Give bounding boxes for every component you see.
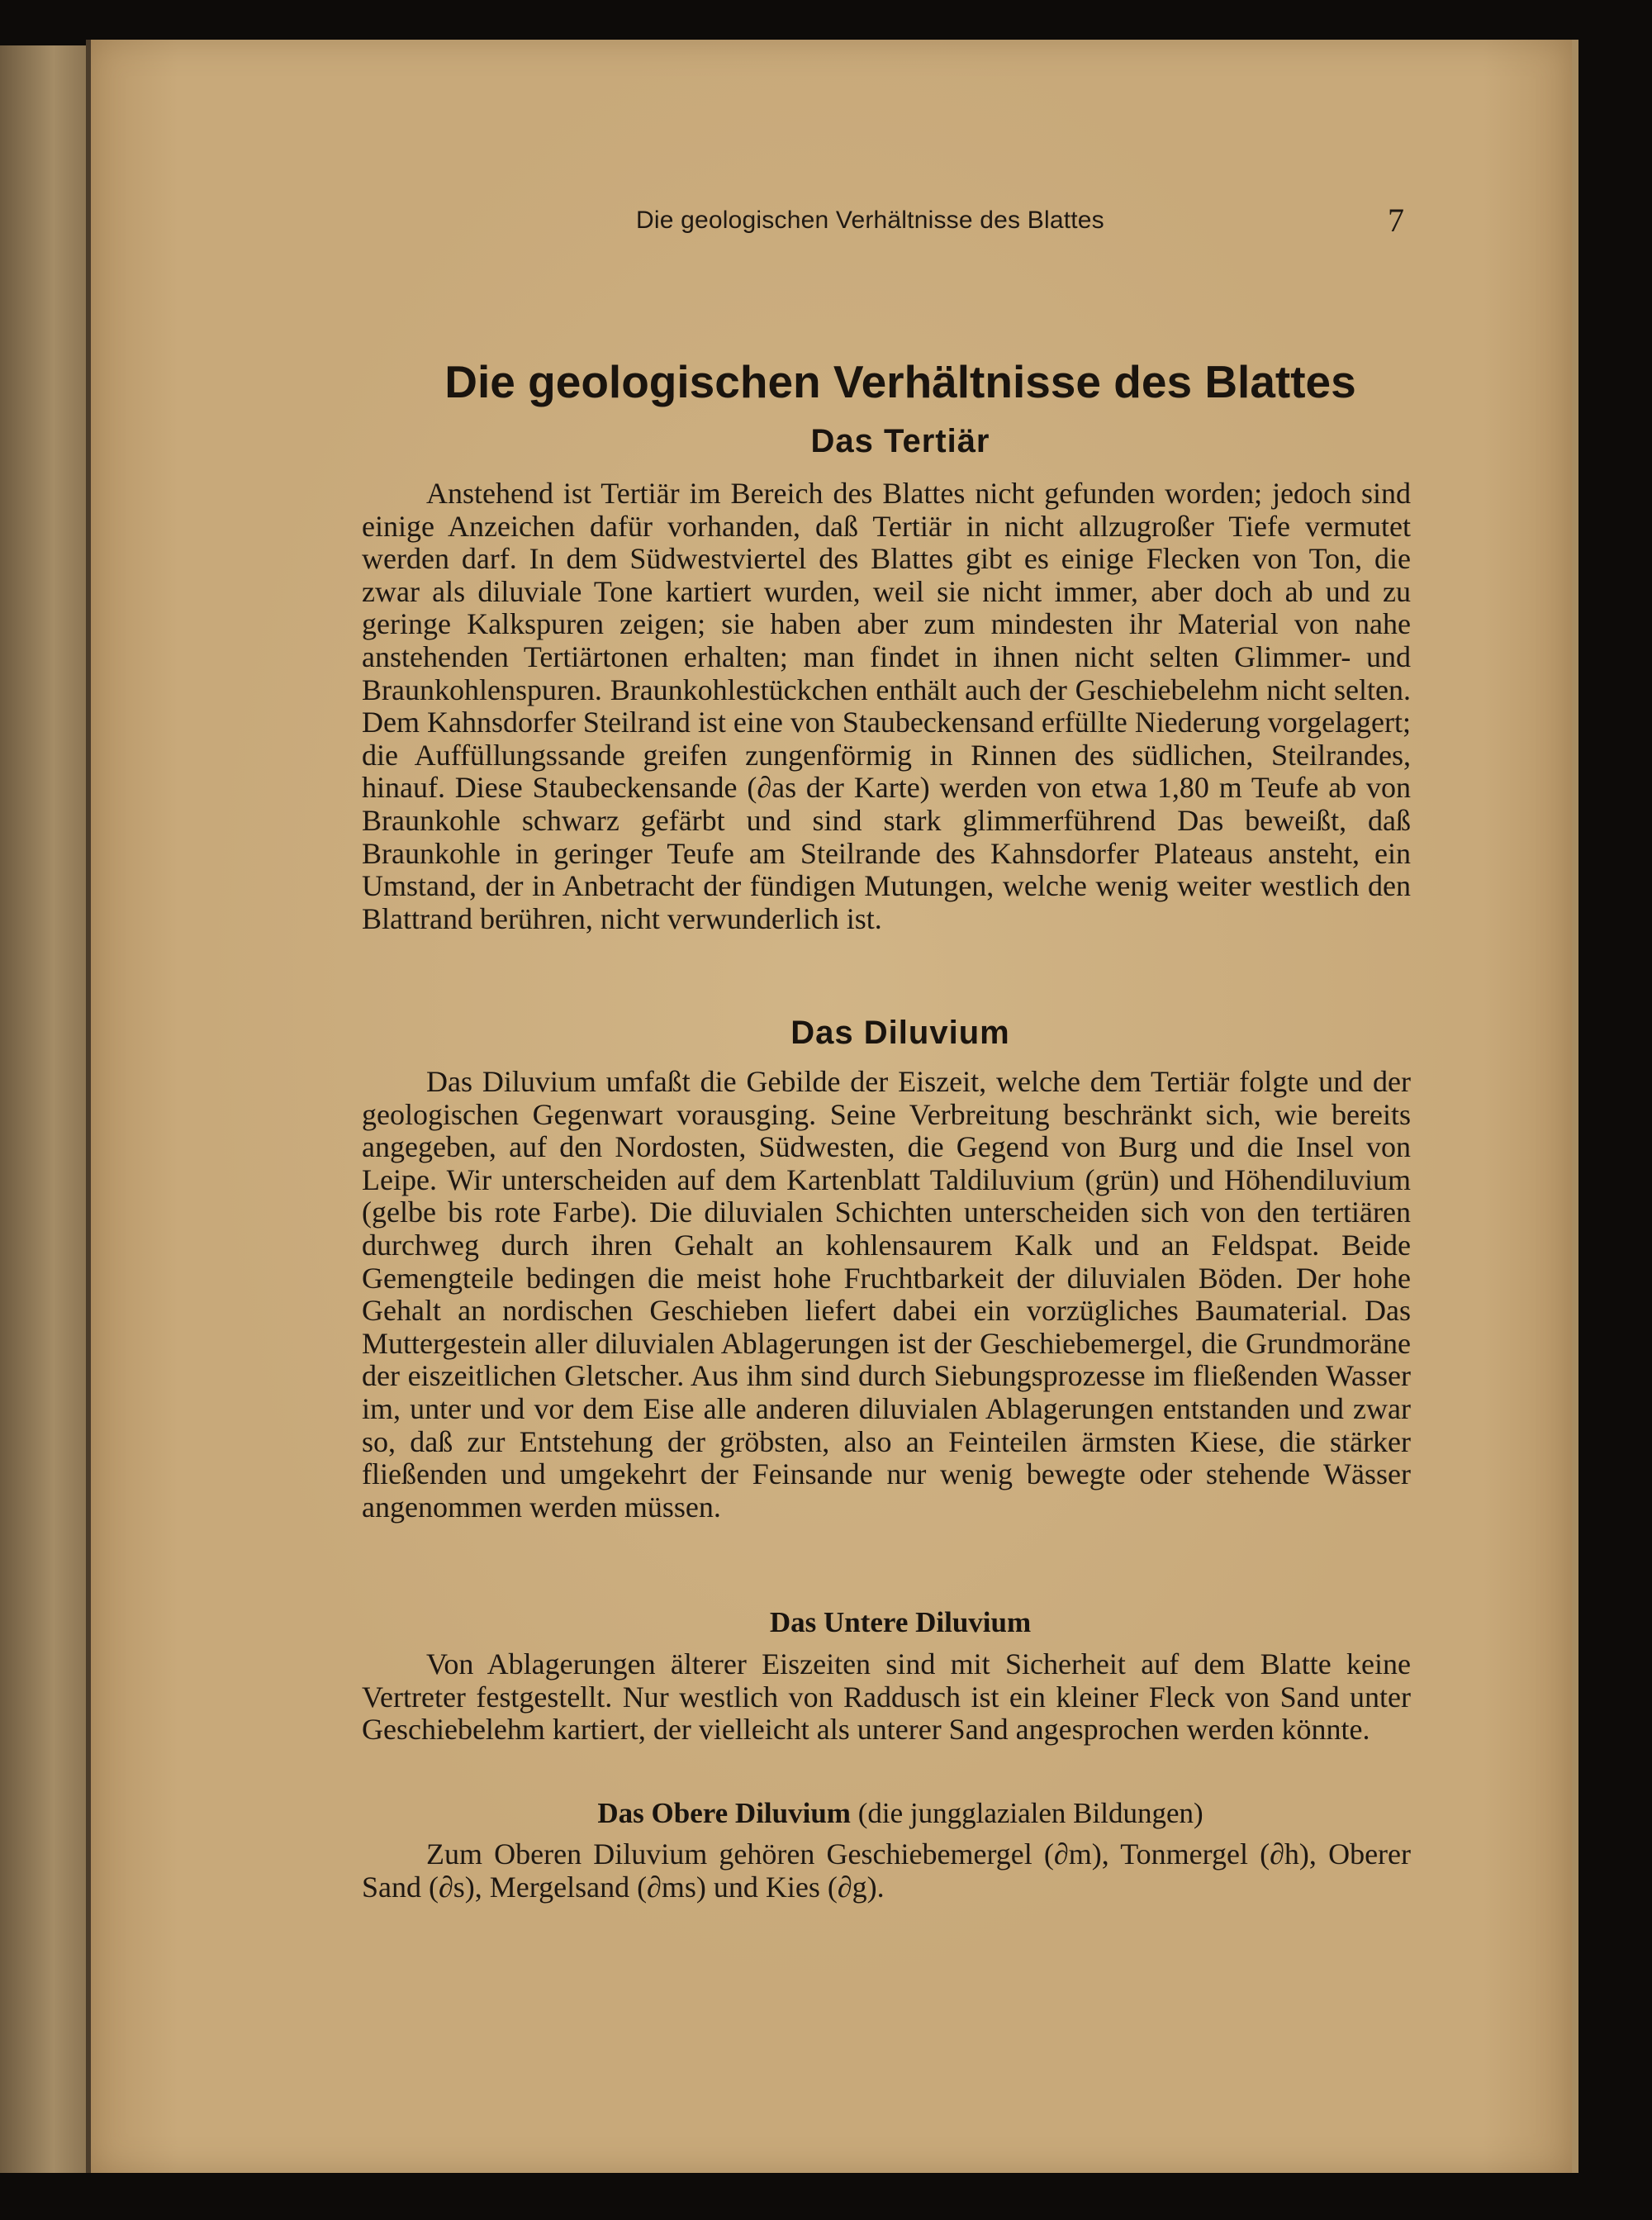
running-head: Die geologischen Verhältnisse des Blattes	[636, 207, 1104, 234]
book-spine	[86, 40, 91, 2173]
paragraph-obere-diluvium: Zum Oberen Diluvium gehören Geschiebemergel (∂m), Tonmergel (∂h), Oberer Sand (∂s), Mergelsand (∂ms) und Kies (∂g).	[362, 1837, 1411, 1904]
facing-page-edge	[0, 45, 89, 2173]
section-heading-diluvium: Das Diluvium	[790, 1015, 1010, 1051]
page-number: 7	[1388, 202, 1404, 239]
obere-heading-suffix: (die jungglazialen Bildungen)	[857, 1797, 1203, 1829]
paragraph-untere-diluvium: Von Ablagerungen älterer Eiszeiten sind mit Sicherheit auf dem Blatte keine Vertreter festgestellt. Nur westlich von Raddusch ist ein kleiner Fleck von Sand unter Geschiebelehm kartiert, der vielleicht als unterer Sand angesprochen werden könnte.	[362, 1647, 1411, 1747]
paragraph-tertiaer: Anstehend ist Tertiär im Bereich des Blattes nicht gefunden worden; jedoch sind einige Anzeichen dafür vorhanden, daß Tertiär in nicht allzugroßer Tiefe vermutet werden darf. In dem Südwestviertel des Blattes gibt es einige Flecken von Ton, die zwar als diluviale Tone kartiert wurden, weil sie nicht immer, aber doch ab und zu geringe Kalkspuren zeigen; sie haben aber zum mindesten ihr Material von nahe anstehenden Tertiärtonen erhalten; man findet in ihnen nicht selten Glimmer- und Braunkohlenspuren. Braunkohlestückchen enthält auch der Geschiebelehm nicht selten. Dem Kahnsdorfer Steilrand ist eine von Staubeckensand erfüllte Niederung vorgelagert; die Auffüllungssande greifen zungenförmig in Rinnen des südlichen, Steilrandes, hinauf. Diese Staubeckensande (∂as der Karte) werden von etwa 1,80 m Teufe ab von Braunkohle schwarz gefärbt und sind stark glimmerführend Das beweißt, daß Braunkohle in geringer Teufe am Steilrande des Kahnsdorfer Plateaus ansteht, ein Umstand, der in Anbetracht der fündigen Mutungen, welche wenig weiter westlich den Blattrand berühren, nicht verwunderlich ist.	[362, 477, 1411, 935]
paragraph-diluvium: Das Diluvium umfaßt die Gebilde der Eiszeit, welche dem Tertiär folgte und der geologischen Gegenwart vorausging. Seine Verbreitung beschränkt sich, wie bereits angegeben, auf den Nordosten, Südwesten, die Gegend von Burg und die Insel von Leipe. Wir unterscheiden auf dem Kartenblatt Taldiluvium (grün) und Höhendiluvium (gelbe bis rote Farbe). Die diluvialen Schichten unterscheiden sich von den tertiären durchweg durch ihren Gehalt an kohlensaurem Kalk und an Feldspat. Beide Gemengteile bedingen die meist hohe Fruchtbarkeit der diluvialen Böden. Der hohe Gehalt an nordischen Geschieben liefert dabei ein vorzügliches Baumaterial. Das Muttergestein aller diluvialen Ablagerungen ist der Geschiebemergel, die Grundmoräne der eiszeitlichen Gletscher. Aus ihm sind durch Siebungsprozesse im fließenden Wasser im, unter und vor dem Eise alle anderen diluvialen Ablagerungen entstanden und zwar so, daß zur Entstehung der gröbsten, also an Feinteilen ärmsten Kiese, die stärker fließenden und umgekehrt der Feinsande nur wenig bewegte oder stehende Wässer angenommen werden müssen.	[362, 1065, 1411, 1524]
section-heading-untere-diluvium: Das Untere Diluvium	[769, 1606, 1032, 1638]
section-heading-tertiaer: Das Tertiär	[810, 423, 990, 459]
obere-heading-bold: Das Obere Diluvium	[597, 1797, 851, 1829]
page-edge	[1572, 40, 1578, 2173]
page-title: Die geologischen Verhältnisse des Blattes	[444, 356, 1356, 407]
section-heading-obere-diluvium	[363, 1797, 1437, 1830]
